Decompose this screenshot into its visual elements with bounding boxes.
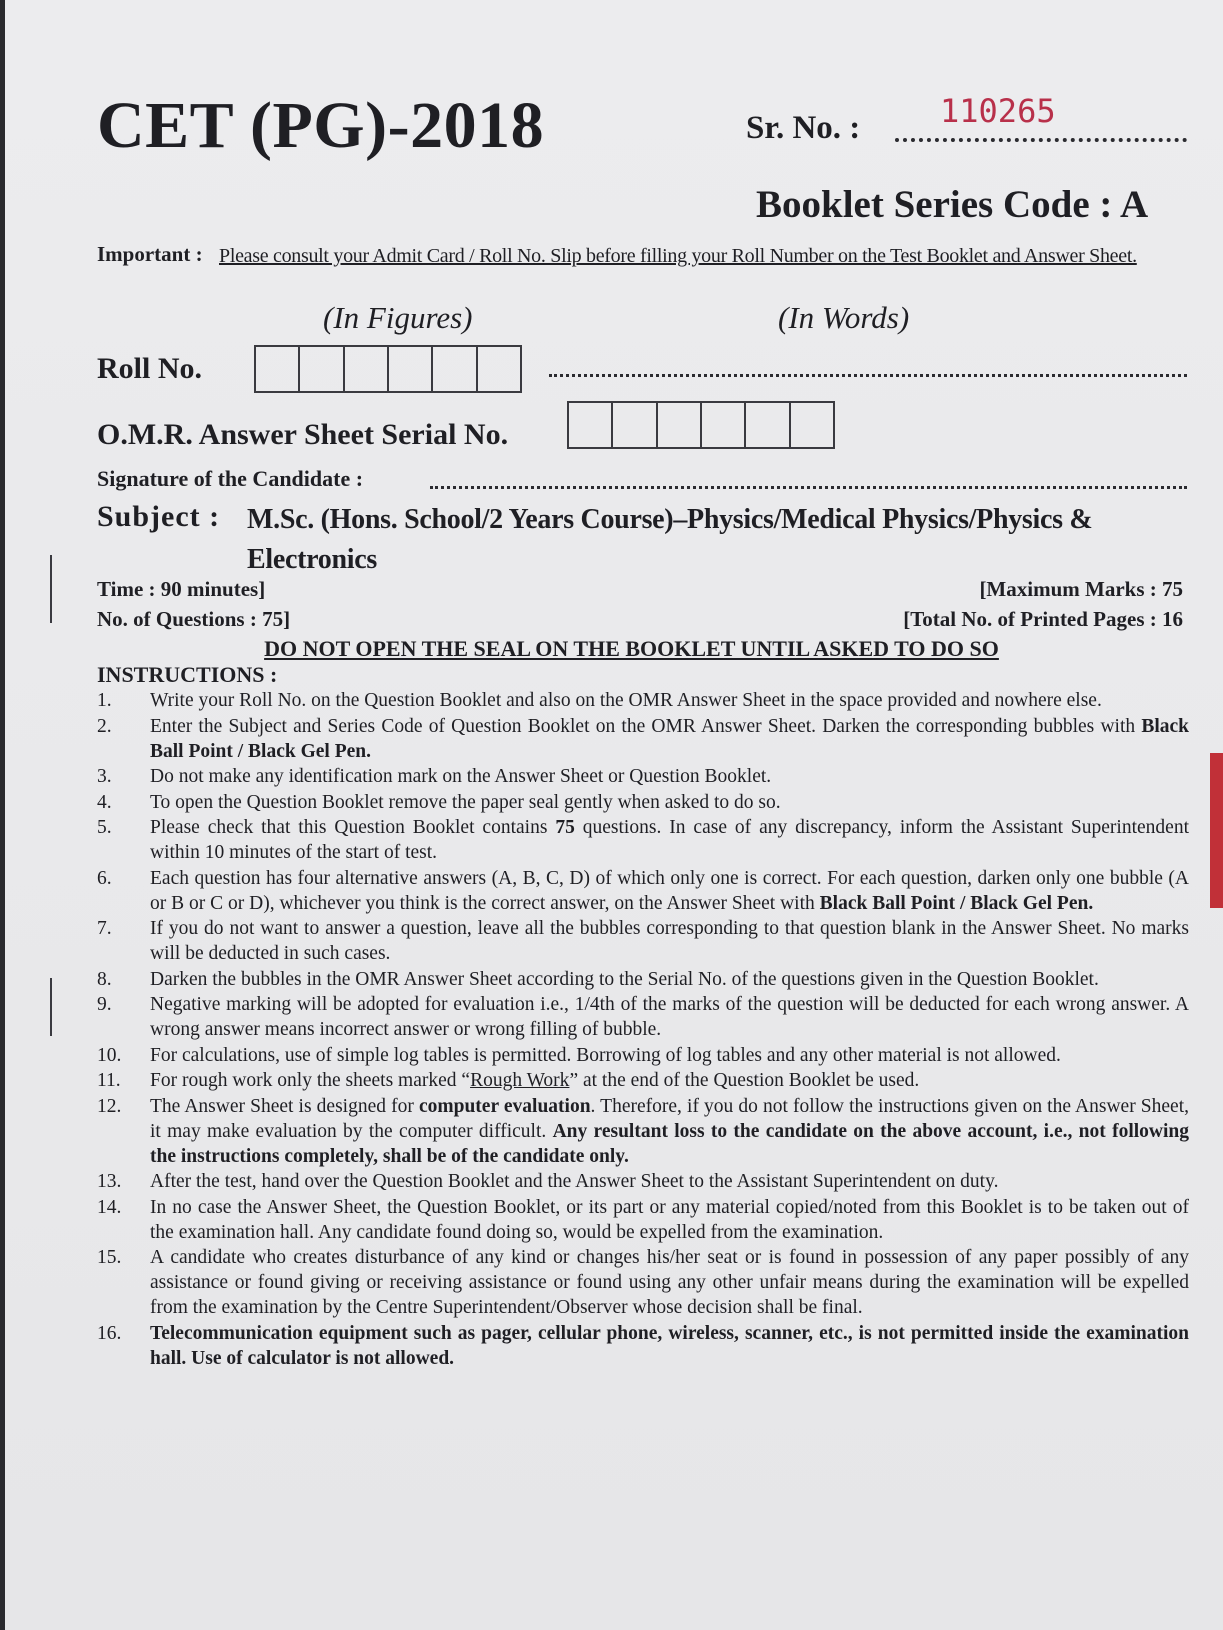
time-limit: Time : 90 minutes] (97, 577, 266, 601)
digit-box[interactable] (656, 403, 700, 447)
in-figures-label: (In Figures) (323, 300, 473, 335)
instruction-text: Darken the bubbles in the OMR Answer Sheet according to the Serial No. of the questions given in the Question Booklet. (150, 968, 1099, 990)
instruction-number: 13. (97, 1171, 122, 1192)
instruction-number: 5. (97, 817, 112, 838)
instruction-text: Each question has four alternative answers (A, B, C, D) of which only one is correct. For each question, darken only one bubble (A or B or C or D), whichever you think is the correct answer, on the Answer Sheet with Black Ball Point / Black Gel Pen. (150, 867, 1189, 914)
maximum-marks: [Maximum Marks : 75 (979, 577, 1183, 601)
important-text: Please consult your Admit Card / Roll No. Slip before filling your Roll Number on the Test Booklet and Answer Sheet. (219, 245, 1137, 267)
exam-title: CET (PG)-2018 (97, 89, 545, 162)
stray-mark (50, 978, 52, 1036)
instruction-item (97, 1068, 1189, 1093)
instruction-number: 10. (97, 1044, 122, 1066)
digit-box[interactable] (476, 347, 520, 391)
page-left-edge (0, 0, 5, 1630)
digit-box[interactable] (343, 347, 387, 391)
instruction-text: Enter the Subject and Series Code of Question Booklet on the OMR Answer Sheet. Darken the corresponding bubbles with Black Ball Point / Black Gel Pen. (150, 715, 1189, 762)
instruction-text: After the test, hand over the Question Booklet and the Answer Sheet to the Assistant Superintendent on duty. (150, 1171, 999, 1192)
stray-mark (50, 555, 52, 623)
serial-number-value: 110265 (940, 92, 1056, 130)
instruction-item (97, 714, 1189, 764)
instruction-item (97, 1321, 1189, 1371)
instruction-number: 6. (97, 867, 112, 889)
instruction-text: In no case the Answer Sheet, the Question Booklet, or its part or any material copied/noted from this Booklet is to be taken out of the examination hall. Any candidate found doing so, would be expelled from the examination. (150, 1196, 1189, 1243)
red-edge-tab (1210, 753, 1223, 908)
instruction-item (97, 1169, 1189, 1194)
seal-warning: DO NOT OPEN THE SEAL ON THE BOOKLET UNTIL ASKED TO DO SO (264, 636, 999, 661)
instruction-text: Telecommunication equipment such as pager, cellular phone, wireless, scanner, etc., is not permitted inside the examination hall. Use of calculator is not allowed. (150, 1322, 1189, 1369)
instruction-item (97, 1195, 1189, 1245)
digit-box[interactable] (431, 347, 475, 391)
instruction-item (97, 992, 1189, 1042)
digit-box[interactable] (744, 403, 788, 447)
instructions-heading: INSTRUCTIONS : (97, 662, 278, 687)
in-words-label: (In Words) (778, 300, 910, 335)
instruction-number: 8. (97, 968, 112, 990)
digit-box[interactable] (789, 403, 833, 447)
instruction-number: 12. (97, 1095, 122, 1117)
instruction-item (97, 1043, 1189, 1068)
instruction-item (97, 1245, 1189, 1320)
digit-box[interactable] (298, 347, 342, 391)
instruction-number: 15. (97, 1247, 122, 1268)
instruction-text: The Answer Sheet is designed for computer evaluation. Therefore, if you do not follow the instructions given on the Answer Sheet, it may make evaluation by the computer difficult. Any resultant loss to the candidate on the above account, i.e., not following the instructions completely, shall be of the candidate only. (150, 1095, 1190, 1167)
question-count: No. of Questions : 75] (97, 607, 291, 631)
printed-pages: [Total No. of Printed Pages : 16 (903, 607, 1183, 631)
instruction-text: Do not make any identification mark on the Answer Sheet or Question Booklet. (150, 766, 772, 787)
instruction-text: For calculations, use of simple log tables is permitted. Borrowing of log tables and any other material is not allowed. (150, 1044, 1061, 1066)
instruction-text: Please check that this Question Booklet contains 75 questions. In case of any discrepancy, inform the Assistant Superintendent within 10 minutes of the start of test. (150, 817, 1189, 863)
subject-value: M.Sc. (Hons. School/2 Years Course)–Physics/Medical Physics/Physics & Electronics (247, 504, 1093, 575)
instruction-text: To open the Question Booklet remove the paper seal gently when asked to do so. (150, 791, 781, 813)
digit-box[interactable] (611, 403, 655, 447)
instruction-text: For rough work only the sheets marked “Rough Work” at the end of the Question Booklet be used. (150, 1070, 920, 1091)
digit-box[interactable] (569, 403, 611, 447)
instruction-text: If you do not want to answer a question, leave all the bubbles corresponding to that question blank in the Answer Sheet. No marks will be deducted in such cases. (150, 918, 1189, 964)
instruction-number: 7. (97, 918, 112, 939)
instruction-text: Write your Roll No. on the Question Booklet and also on the OMR Answer Sheet in the space provided and nowhere else. (150, 690, 1102, 711)
instruction-number: 1. (97, 690, 112, 711)
instruction-item (97, 866, 1189, 916)
serial-number-label: Sr. No. : (746, 110, 861, 146)
instruction-item (97, 790, 1189, 815)
instruction-number: 4. (97, 791, 112, 813)
instruction-item (97, 967, 1189, 992)
instruction-number: 11. (97, 1070, 121, 1091)
instruction-number: 16. (97, 1322, 122, 1344)
roll-number-label: Roll No. (97, 352, 202, 385)
digit-box[interactable] (256, 347, 298, 391)
subject-label: Subject : (97, 500, 221, 533)
instruction-number: 9. (97, 994, 112, 1015)
digit-box[interactable] (387, 347, 431, 391)
omr-serial-label: O.M.R. Answer Sheet Serial No. (97, 418, 509, 451)
instruction-item (97, 764, 1189, 789)
instruction-text: A candidate who creates disturbance of any kind or changes his/her seat or is found in possession of any paper possibly of any assistance or found giving or receiving assistance or found using any other unfair means during the examination will be expelled from the examination by the Centre Superintendent/Observer whose decision shall be final. (150, 1247, 1189, 1318)
instruction-number: 14. (97, 1196, 122, 1218)
roll-number-boxes[interactable] (254, 345, 522, 393)
omr-serial-boxes[interactable] (567, 401, 835, 449)
signature-line[interactable] (430, 470, 1187, 489)
instruction-number: 2. (97, 715, 112, 737)
digit-box[interactable] (700, 403, 744, 447)
instruction-item (97, 815, 1189, 865)
important-label: Important : (97, 242, 203, 266)
signature-label: Signature of the Candidate : (97, 466, 364, 491)
instruction-item (97, 1094, 1189, 1169)
instructions-list (97, 688, 1189, 1371)
instruction-number: 3. (97, 766, 112, 787)
instruction-item (97, 916, 1189, 966)
instruction-text: Negative marking will be adopted for evaluation i.e., 1/4th of the marks of the question will be deducted for each wrong answer. A wrong answer means incorrect answer or wrong filling of bubble. (150, 994, 1189, 1040)
roll-number-words-line[interactable] (549, 360, 1187, 377)
booklet-series-code: Booklet Series Code : A (756, 183, 1149, 226)
instruction-item (97, 688, 1189, 713)
